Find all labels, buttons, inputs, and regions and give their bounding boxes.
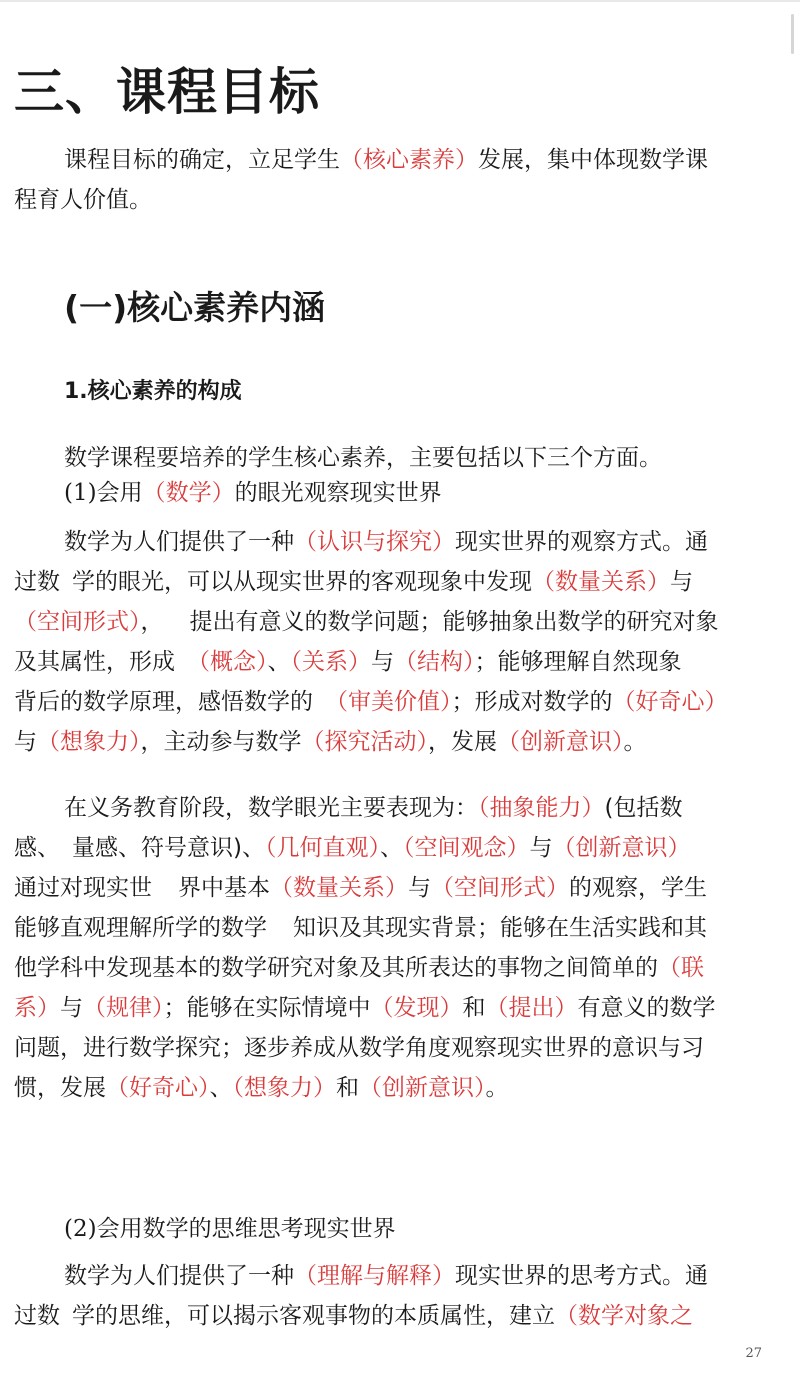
p1-line-1: 数学为人们提供了一种（认识与探究）现实世界的观察方式。通	[64, 529, 708, 555]
p1-line-4: 及其属性，形成 （概念）、（关系）与（结构）；能够理解自然现象	[14, 649, 682, 675]
p2-line-1: 在义务教育阶段，数学眼光主要表现为：（抽象能力）(包括数	[64, 795, 683, 821]
p1-line-5: 背后的数学原理，感悟数学的 （审美价值）；形成对数学的（好奇心）	[14, 689, 728, 715]
p2-line-4: 能够直观理解所学的数学 知识及其现实背景；能够在生活实践和其	[14, 915, 707, 941]
item1-paragraph-2	[14, 788, 792, 1108]
item1-heading: (1)会用（数学）的眼光观察现实世界	[64, 480, 442, 506]
subsection-heading: 1.核心素养的构成	[64, 379, 242, 404]
item2-paragraph-1	[14, 1256, 792, 1336]
page-top-edge	[0, 0, 800, 2]
p1-line-3: （空间形式）， 提出有意义的数学问题；能够抽象出数学的研究对象	[14, 609, 719, 635]
intro-line-1: 课程目标的确定，立足学生（核心素养）发展，集中体现数学课	[64, 147, 708, 173]
p2-line-7: 问题，进行数学探究；逐步养成从数学角度观察现实世界的意识与习	[14, 1035, 704, 1061]
item2-heading: (2)会用数学的思维思考现实世界	[64, 1216, 396, 1242]
p1-line-2: 过数 学的眼光，可以从现实世界的客观现象中发现（数量关系）与	[14, 569, 693, 595]
p1-line-6: 与（想象力），主动参与数学（探究活动），发展（创新意识）。	[14, 729, 647, 755]
chapter-title: 三、课程目标	[14, 63, 320, 121]
item2-line-1: 数学为人们提供了一种（理解与解释）现实世界的思考方式。通	[64, 1263, 708, 1289]
item2-line-2: 过数 学的思维，可以揭示客观事物的本质属性，建立（数学对象之	[14, 1303, 693, 1329]
p2-line-6: 系）与（规律）；能够在实际情境中（发现）和（提出）有意义的数学	[14, 995, 716, 1021]
p2-line-2: 感、 量感、符号意识)、（几何直观）、（空间观念）与（创新意识）	[14, 835, 691, 861]
page-number: 27	[745, 1346, 762, 1361]
intro-line-2: 程育人价值。	[14, 187, 152, 213]
intro-paragraph	[14, 140, 792, 220]
item1-paragraph-1	[14, 522, 792, 762]
p2-line-8: 惯，发展（好奇心）、（想象力）和（创新意识）。	[14, 1075, 509, 1101]
p2-line-5: 他学科中发现基本的数学研究对象及其所表达的事物之间简单的（联	[14, 955, 704, 981]
summary-paragraph: 数学课程要培养的学生核心素养，主要包括以下三个方面。	[64, 445, 662, 471]
scroll-indicator[interactable]	[791, 14, 794, 54]
p2-line-3: 通过对现实世 界中基本（数量关系）与（空间形式）的观察，学生	[14, 875, 707, 901]
section-heading: (一)核心素养内涵	[64, 288, 326, 327]
